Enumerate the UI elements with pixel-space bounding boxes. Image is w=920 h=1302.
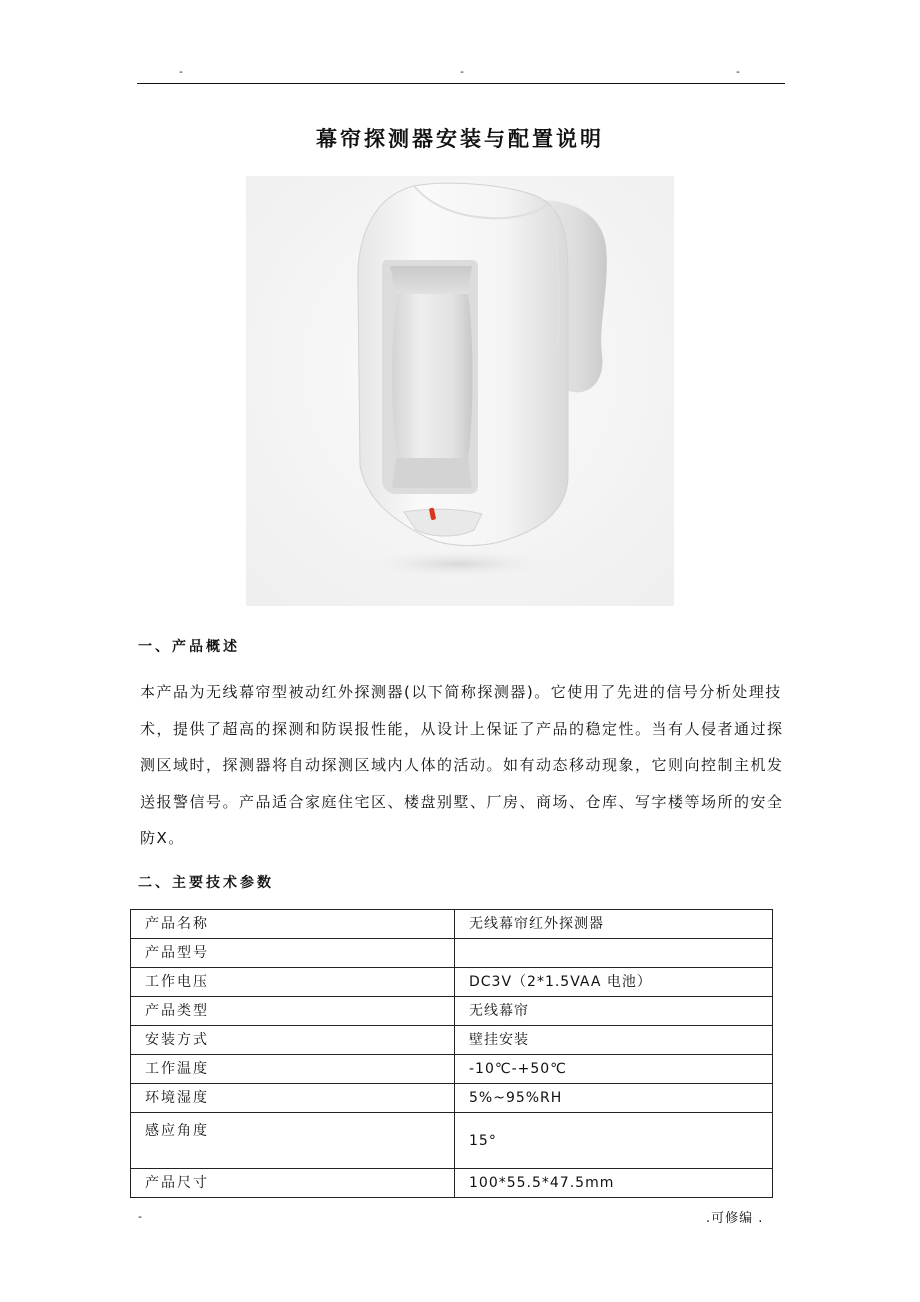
- spec-label: 感应角度: [131, 1113, 455, 1169]
- spec-label: 产品型号: [131, 939, 455, 968]
- header-rule: [137, 83, 785, 84]
- spec-table: [130, 909, 773, 1198]
- spec-value: 15°: [455, 1113, 773, 1169]
- spec-label: 产品名称: [131, 910, 455, 939]
- spec-label: 产品尺寸: [131, 1169, 455, 1198]
- spec-value: [455, 939, 773, 968]
- table-row: [131, 997, 773, 1026]
- spec-value: 无线幕帘: [455, 997, 773, 1026]
- spec-label: 产品类型: [131, 997, 455, 1026]
- table-row: [131, 1169, 773, 1198]
- header-mark-center: -: [460, 65, 464, 78]
- spec-value: DC3V（2*1.5VAA 电池）: [455, 968, 773, 997]
- table-row: [131, 1113, 773, 1169]
- paragraph-line: 测区域时，探测器将自动探测区域内人体的活动。如有动态移动现象，它则向控制主机发: [140, 756, 784, 774]
- paragraph-line: 本产品为无线幕帘型被动红外探测器(以下简称探测器)。它使用了先进的信号分析处理技: [140, 683, 782, 701]
- spec-value: -10℃-+50℃: [455, 1055, 773, 1084]
- section-heading-overview: 一、产品概述: [138, 639, 240, 655]
- footer-editable-note: .可修编 .: [706, 1211, 764, 1226]
- spec-label: 环境湿度: [131, 1084, 455, 1113]
- paragraph-line: 术，提供了超高的探测和防误报性能，从设计上保证了产品的稳定性。当有人侵者通过探: [140, 719, 784, 738]
- section-heading-specs: 二、主要技术参数: [138, 875, 274, 891]
- spec-value: 5%~95%RH: [455, 1084, 773, 1113]
- table-row: [131, 968, 773, 997]
- spec-label: 工作电压: [131, 968, 455, 997]
- spec-label: 安装方式: [131, 1026, 455, 1055]
- paragraph-line: 送报警信号。产品适合家庭住宅区、楼盘别墅、厂房、商场、仓库、写字楼等场所的安全: [140, 792, 784, 811]
- table-row: [131, 939, 773, 968]
- overview-paragraph: [140, 674, 784, 857]
- product-photo: [246, 176, 674, 606]
- spec-label: 工作温度: [131, 1055, 455, 1084]
- header-mark-left: -: [179, 65, 183, 78]
- pir-curtain-detector-icon: [246, 176, 674, 606]
- paragraph-line: 防X。: [140, 829, 185, 847]
- spec-value: 壁挂安装: [455, 1026, 773, 1055]
- header-mark-right: -: [736, 65, 740, 78]
- table-row: [131, 1055, 773, 1084]
- spec-value: 100*55.5*47.5mm: [455, 1169, 773, 1198]
- spec-value: 无线幕帘红外探测器: [455, 910, 773, 939]
- table-row: [131, 1084, 773, 1113]
- footer-mark: -: [138, 1210, 142, 1223]
- table-row: [131, 910, 773, 939]
- document-title: 幕帘探测器安装与配置说明: [316, 127, 604, 151]
- table-row: [131, 1026, 773, 1055]
